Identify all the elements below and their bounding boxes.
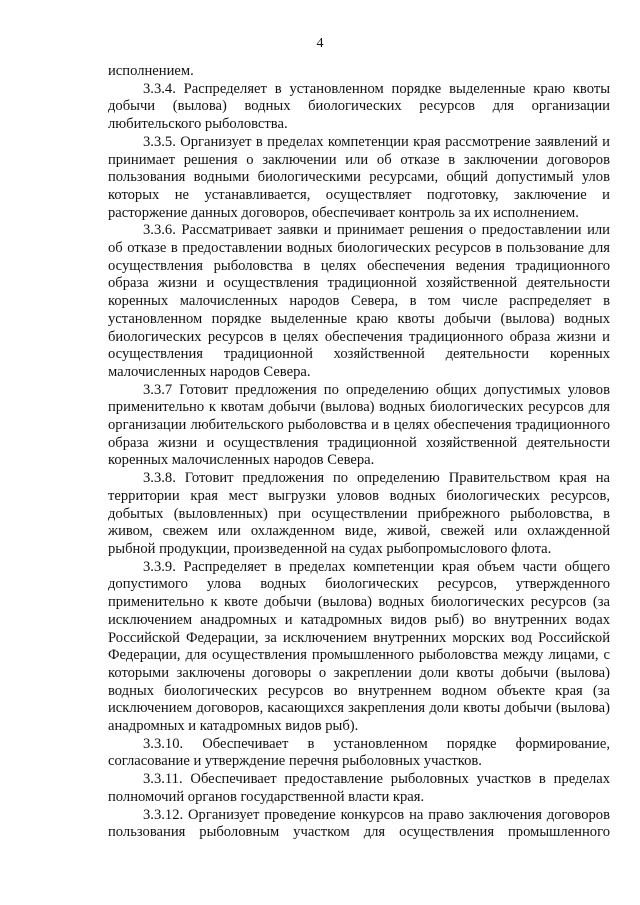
paragraph-3-3-6: 3.3.6. Рассматривает заявки и принимает решения о предоставлении или об отказе в предоставлении водных биологических ресурсов в пользование для осуществления рыболовства в целях обеспечения ведения традиционного образа жизни и осуществления традиционной хозяйственной деятельности коренных малочисленных народов Севера, в том числе распределяет в установленном порядке выделенные краю квоты добычи (вылова) водных биологических ресурсов в целях обеспечения традиционного образа жизни и осуществления традиционной хозяйственной деятельности коренных малочисленных народов Севера. xyxy=(108,222,610,380)
paragraph-3-3-5: 3.3.5. Организует в пределах компетенции края рассмотрение заявлений и принимает решения о заключении или об отказе в заключении договоров пользования водными биологическими ресурсами, общий допустимый улов которых не устанавливается, осуществляет подготовку, заключение и расторжение данных договоров, обеспечивает контроль за их исполнением. xyxy=(108,133,610,221)
paragraph-3-3-12: 3.3.12. Организует проведение конкурсов на право заключения договоров пользования рыболовным участком для осуществления промышленного xyxy=(108,806,610,841)
paragraph-continuation: исполнением. xyxy=(108,63,194,79)
paragraph-3-3-11: 3.3.11. Обеспечивает предоставление рыболовных участков в пределах полномочий органов государственной власти края. xyxy=(108,771,610,805)
paragraph-3-3-7: 3.3.7 Готовит предложения по определению общих допустимых уловов применительно к квотам добычи (вылова) водных биологических ресурсов для организации любительского рыболовства и в целях обеспечения традиционного образа жизни и осуществления традиционной хозяйственной деятельности коренных малочисленных народов Севера. xyxy=(108,381,610,469)
paragraph-3-3-10: 3.3.10. Обеспечивает в установленном порядке формирование, согласование и утверждение перечня рыболовных участков. xyxy=(108,735,610,770)
paragraph-3-3-8: 3.3.8. Готовит предложения по определению Правительством края на территории края мест выгрузки уловов водных биологических ресурсов, добытых (выловленных) при осуществлении прибрежного рыболовства, в живом, свежем или охлажденном виде, живой, свежей или охлажденной рыбной продукции, произведенной на судах рыбопромыслового флота. xyxy=(108,470,610,557)
document-body xyxy=(108,63,610,842)
paragraph-3-3-9: 3.3.9. Распределяет в пределах компетенции края объем части общего допустимого улова водных биологических ресурсов, утвержденного применительно к квоте добычи (вылова) водных биологических ресурсов (за исключением анадромных и катадромных видов рыб) во внутренних водах Российской Федерации, за исключением внутренних морских вод Российской Федерации, для осуществления промышленного рыболовства между лицами, с которыми заключены договоры о закреплении доли квоты добычи (вылова) водных биологических ресурсов во внутреннем водном объекте края (за исключением договоров, касающихся закрепления доли квоты добычи (вылова) анадромных и катадромных видов рыб). xyxy=(108,558,610,735)
paragraph-3-3-4: 3.3.4. Распределяет в установленном порядке выделенные краю квоты добычи (вылова) водных биологических ресурсов для организации любительского рыболовства. xyxy=(108,80,610,133)
page-number: 4 xyxy=(316,36,324,51)
